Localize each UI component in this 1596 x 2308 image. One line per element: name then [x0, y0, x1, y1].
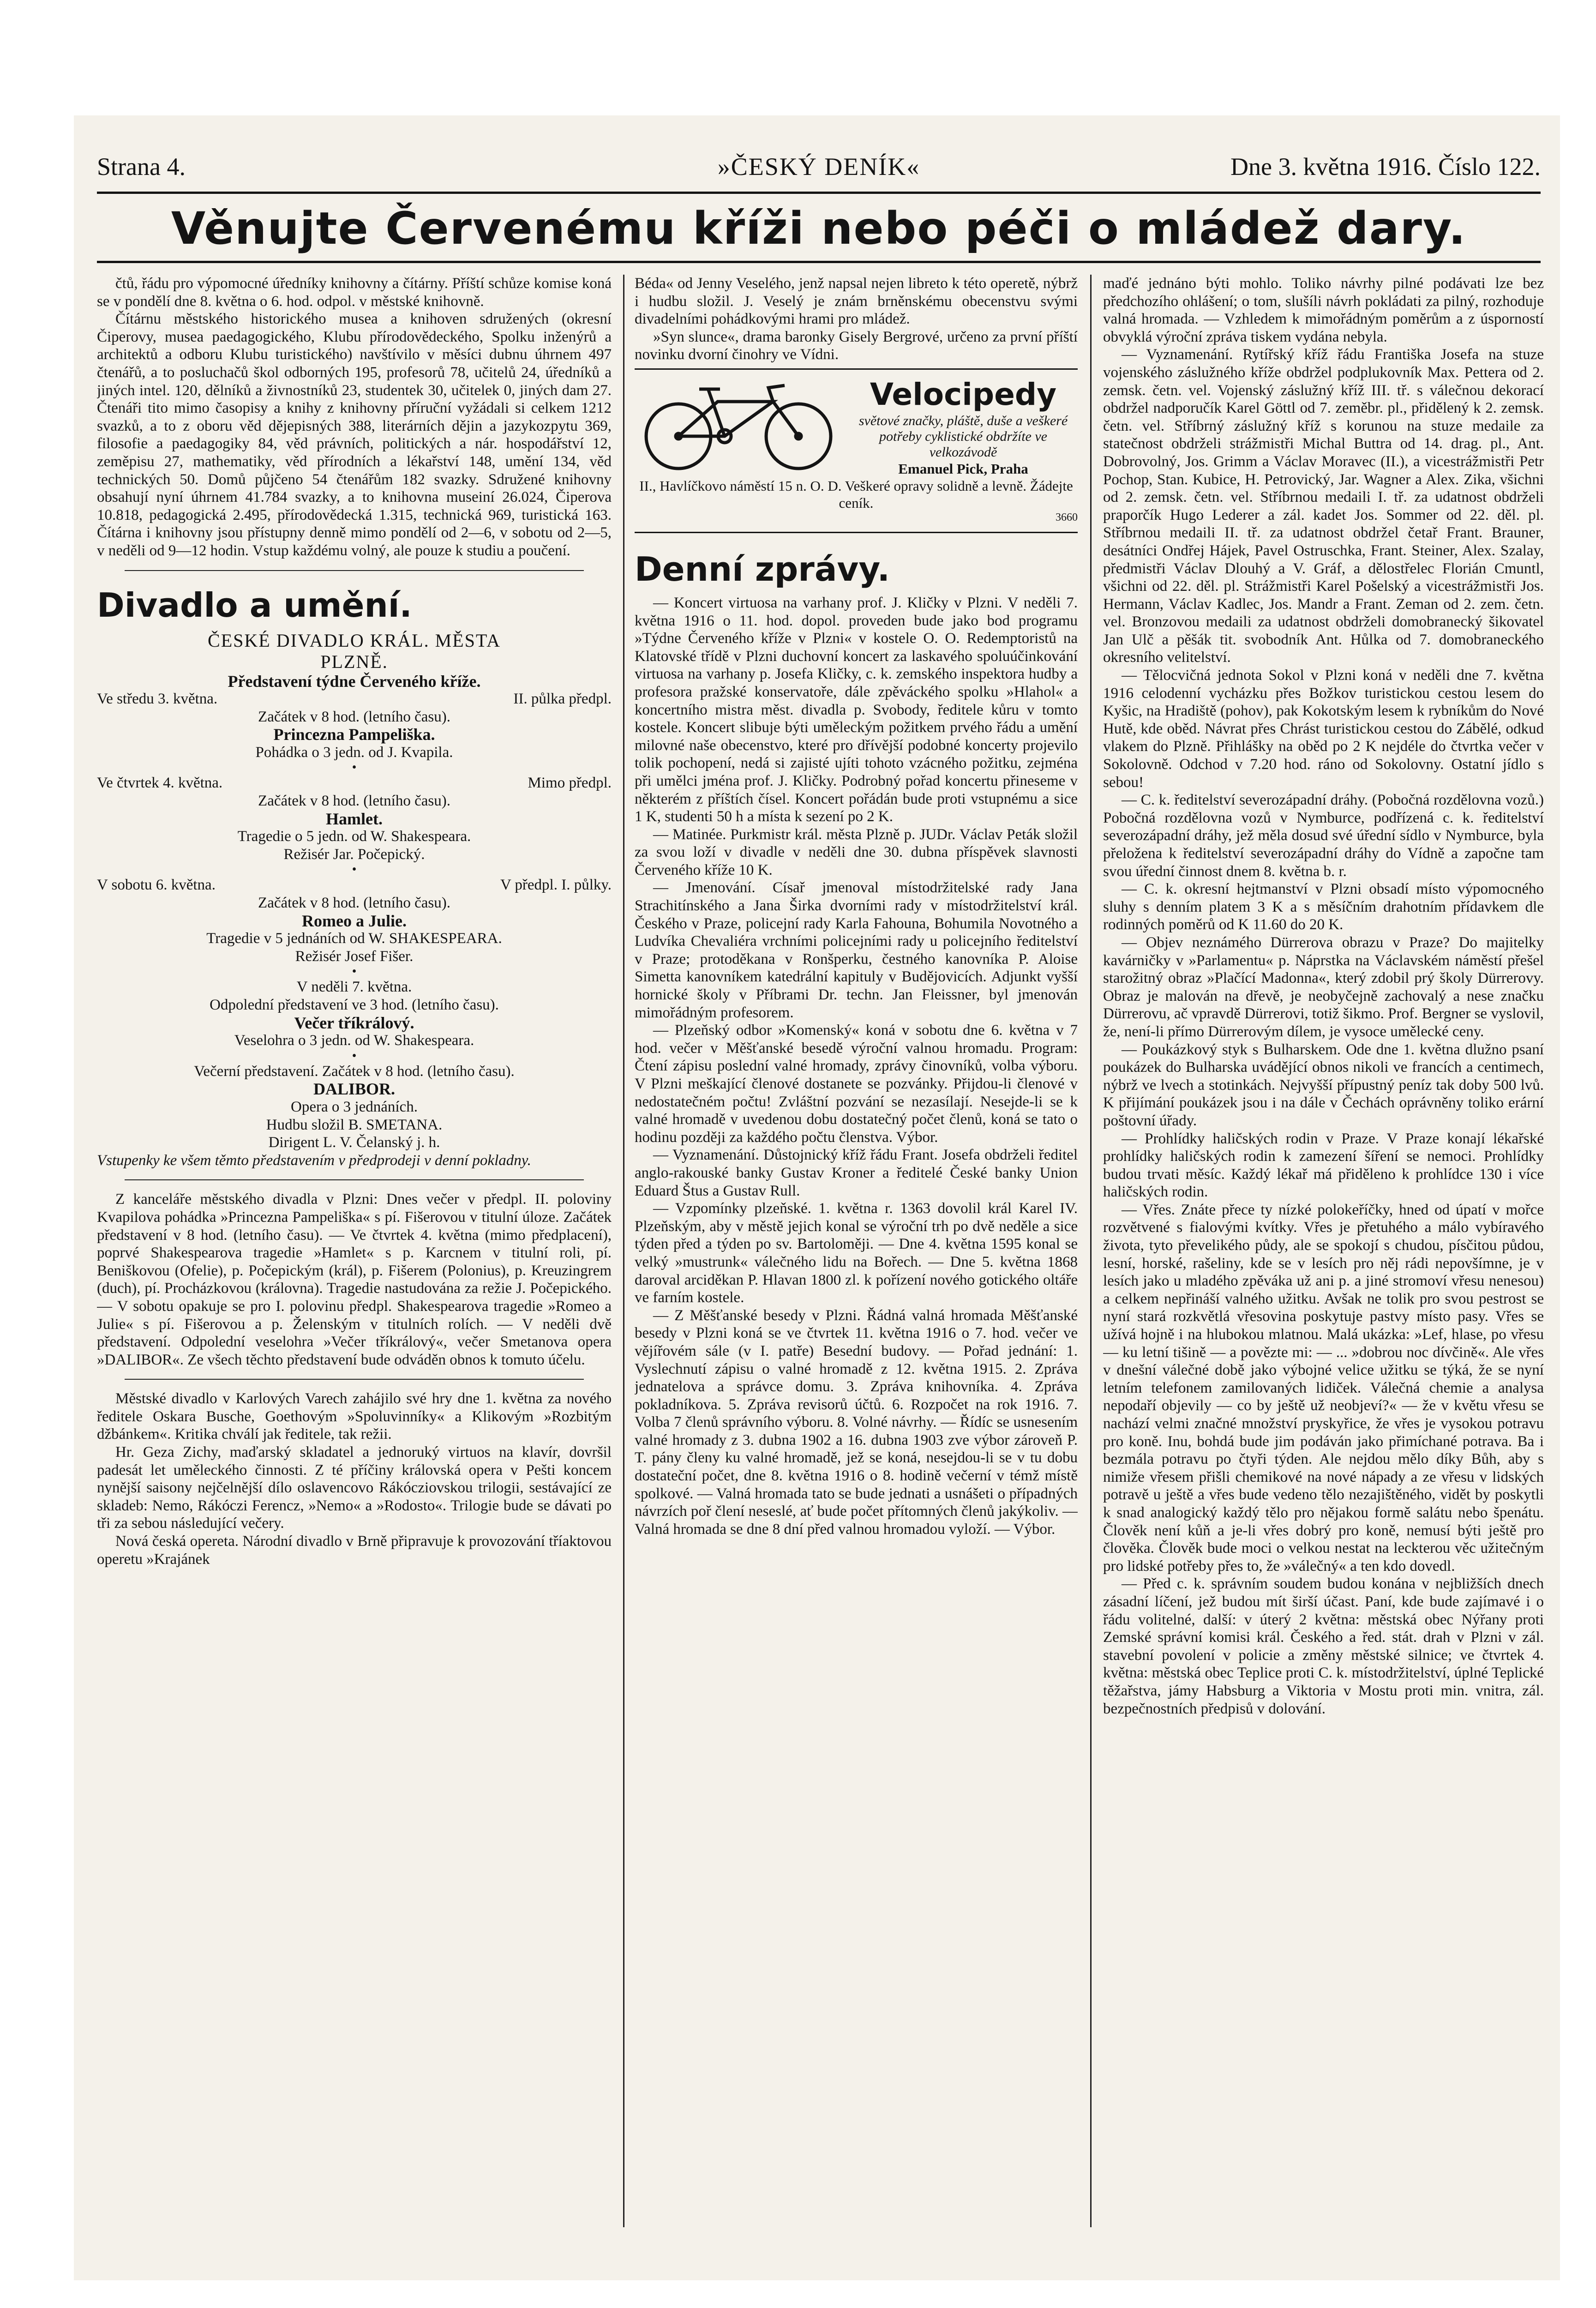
programme-time: Začátek v 8 hod. (letního času).	[258, 708, 450, 725]
column-2	[635, 275, 1078, 2227]
programme-subscription: V předpl. I. půlky.	[500, 877, 612, 894]
section-title-theatre: Divadlo a umění.	[97, 585, 412, 625]
programme-entry	[97, 690, 612, 774]
week-title: Představení týdne Červeného kříže.	[228, 672, 481, 691]
news-paragraph: — Matinée. Purkmistr král. města Plzně p. JUDr. Václav Peták složil za svou loží v divadle v neděli dne 30. dubna příspěvek slavnosti Červeného kříže 10 K.	[635, 826, 1078, 878]
section-rule	[125, 1179, 584, 1180]
page-header	[97, 152, 1541, 189]
news-paragraph: — C. k. ředitelství severozápadní dráhy. (Pobočná rozdělovna vozů.) Pobočná rozdělovna vozů v Nymburce, podřízená c. k. ředitelství severozápadní dráhy, jež měla dosud své úřední sídlo v Nymburce, byla přeložena k ředitelství severozápadní dráhy do Vídně a započne tam svou úřední činnost dnem 8. května b. r.	[1103, 792, 1544, 880]
ad-brand: Emanuel Pick, Praha	[898, 460, 1028, 477]
column-divider	[1090, 275, 1092, 2227]
news-paragraph: — Před c. k. správním soudem budou konána v nejbližších dnech zásadní líčení, jež budou mít širší účast. Paní, kde bude zajímavé i o řádu volitelné, další: v úterý 2 května: městská obec Nýřany proti Zemské správní komisi král. Českého a řed. stát. drah v Plzni v zál. stavební povolení v policie a změny městské silnice; ve čtvrtek 4. května: městská obec Teplice proti C. k. místodržitelství, úplné Teplické těžařstva, jámy Habsburg a Viktoria v Mostu proti min. vnitra, zál. bezpečnostních předpisů v dolování.	[1103, 1575, 1544, 1717]
news-paragraph: maďé jednáno býti mohlo. Toliko návrhy pilné podávati lze bez předchozího ohlášení; o tom, slušíli návrh pokládati za pilný, rozhoduje valná hromada. — Vzhledem k mimořádným poměrům a z úsporností obvyklá výroční zpráva tiskem vydána nebyla.	[1103, 275, 1544, 345]
ad-text: světové značky, pláště, duše a veškeré potřeby cyklistické obdržíte ve velkozávodě	[858, 413, 1068, 460]
library-paragraph: Čítárnu městského historického musea a knihoven sdružených (okresní Čiperovy, musea paedagogického, Klubu přírodovědeckého, Spolku inženýrů a architektů a odboru Klubu turistického) navštívilo v měsíci dubnu úhrnem 497 čtenářů, a to posluchačů škol odborných 195, profesorů 78, učitelů 24, úředníků a jiných intel. 120, dělníků a živnostníků 23, studentek 30, učitelek 0, jiných dam 27. Čtenáři tito mimo časopisy a knihy z knihovny příruční vyžádali si celkem 1212 svazků, a to z oboru věd dějepisných 388, literárních dějin a jazykozpytu 369, filosofie a paedagogiky 84, věd právních, politických a nár. hospodářství 12, zeměpisu 27, mathematiky, věd přírodních a lékařství 148, umění 134, věd technických 50. Domů půjčeno 54 čtenářům 182 svazky. Sdružené knihovny obsahují nyní úhrnem 41.784 svazky, a to knihovna museiní 26.024, Čiperova 10.818, pedagogická 2.495, přírodovědecká 1.315, technická 969, turistická 163. Čítárna i knihovny jsou přístupny denně mimo pondělí od 2—6, v sobotu od 2—5, v neděli od 9—12 hodin. Vstup každému volný, ale pouze k studiu a poučení.	[97, 311, 612, 559]
play-detail: Pohádka o 3 jedn. od J. Kvapila.	[255, 744, 453, 761]
play-director: Režisér Josef Fišer.	[295, 948, 414, 965]
programme-subscription: II. půlka předpl.	[513, 691, 612, 708]
programme-date: Ve středu 3. května.	[97, 691, 218, 708]
news-paragraph: — Tělocvičná jednota Sokol v Plzni koná v neděli dne 7. května 1916 celodenní vycházku přes Božkov turistickou cestou lesem do Kyšic, na Hradiště (pohov), pak Kokotským lesem k rybníkům do Nové Hutě, kde oběd. Návrat přes Chrást turistickou cestou do Zábělé, odkud vlakem do Plzně. Přihlášky na oběd po 2 K nejdéle do čtvrtka večer v Sokolovně. Odchod v 7.20 hod. ráno od Sokolovny. Ostatní jídlo s sebou!	[1103, 667, 1544, 791]
programme-time: Odpolední představení ve 3 hod. (letního času).	[210, 997, 499, 1013]
news-paragraph: — Objev neznámého Dürrerova obrazu v Praze? Do majitelky kavárničky v »Parlamentu« p. Náprstka na Václavském náměstí přešel starožitný obraz »Plačící Madonna«, který zdobil prý školy Dürrerovy. Obraz je malován na dřevě, je neobyčejně zachovalý a nese značku Dürrerovu, ač vpravdě Dürrerovi, totiž šikmo. Prof. Bergner se vyslovil, že, není-li přímo Dürrerovým dílem, je vysoce umělecké ceny.	[1103, 934, 1544, 1040]
programme-date: Ve čtvrtek 4. května.	[97, 775, 223, 792]
programme-date: V neděli 7. května.	[296, 979, 412, 996]
programme-time: Večerní představení. Začátek v 8 hod. (letního času).	[194, 1063, 515, 1080]
programme-entry	[97, 876, 612, 978]
news-paragraph: — Prohlídky haličských rodin v Praze. V Praze konají lékařské prohlídky haličských rodin k zamezení šíření se nemoci. Prohlídky budou trvati měsíc. Každý lékař má přiděleno k prohlídce 130 i více haličských rodin.	[1103, 1130, 1544, 1201]
separator-dot: •	[352, 1048, 357, 1063]
programme-time: Začátek v 8 hod. (letního času).	[258, 895, 450, 912]
news-paragraph: — Jmenování. Císař jmenoval místodržitelské rady Jana Strachitínského a Jana Širka dvorními rady v místodržitelství král. Českého v Praze, policejní rady Karla Fahouna, Bohumila Novotného a Ludvíka Chevaliéra vrchními policejními rady u policejního ředitelství v Praze; protoděkana v Ronšperku, čestného kanovníka P. Aloise Simetta kanovníkem katedrální kapituly v Budějovicích. Adjunkt vyšší hornické školy v Příbrami Dr. techn. Jan Fleissner, byl jmenován mimořádným profesorem.	[635, 879, 1078, 1021]
news-paragraph: — Vřes. Znáte přece ty nízké polokeříčky, hned od úpatí v mořce rozvětvené s fialovými kvítky. Vřes je přetuhého a málo vybíravého života, tyto převelikého půdy, ale se spokojí s chudou, písčitou půdou, lesní, horské, rašeliny, kde se v lesích pro něj rádi nepovšímne, je v lesích jako u mladého zpěváka už ani p. a jiné stromoví vřesu nenesou) a celkem nepřináší valného užitku. Avšak ne tolik pro svou pestrost se nyní stará rozkvětlá vřesovina poskytuje pastvy místo pasy. Vřes se užívá hojně i na hlubokou mlatnou. Malá ukázka: »Lef, hlase, po vřesu — ku letní tišině — a povězte mi: — ... »dobrou noc dívčině«. Ale vřes v dnešní válečné době jako výbojné velice užitku se týká, že se nyní letním telefonem zamilovaných lidiček. Válečná chemie a analysa nepodaří objevily — co by ještě už neobjeví?« — že v květu vřesu se nachází velmi značné množství pryskyřice, že vřes je vysokou potravu pro koně. Inu, bohdá bude jim podáván jako přimíchané potrava. Ba i bezmála potravu po čtyři týden. Ale nejdou mělo díky Bůh, aby s nimiže vřesem přišli chemikové na nové nápady a ze vřesu v lidských potravě u ještě a vřes bude vedeno tělo nezajištěného, vidět by poskytli k snad analogický každý tělo pro nějakou formě salátu nebo špenátu. Člověk není kůň a je-li vřes dobrý pro koně, nemusí býti ještě pro člověka. Člověk bude moci o velkou nestat na leckterou věc užitečným pro lidské potřeby přes to, že »válečný« a ten kdo dovedl.	[1103, 1201, 1544, 1575]
bicycle-illustration	[635, 376, 842, 473]
play-title: Princezna Pampeliška.	[273, 725, 435, 744]
programme-entry	[97, 774, 612, 876]
play-conductor: Dirigent L. V. Čelanský j. h.	[268, 1134, 440, 1151]
news-paragraph: — Vyznamenání. Rytířský kříž řádu Františka Josefa na stuze vojenského záslužného kříže obdržel podplukovník Max. Pettera od 2. zemsk. četn. vel. Vojenský záslužný kříž III. tř. s válečnou dekorací obdržel nadporučík Karel Göttl od 7. zeměbr. pl., přidělený k 2. zemsk. četn. vel. Stříbrný záslužný kříž s korunou na stuze medaile za statečnost obdrželi strážmistři Michal Buttra od 14. drag. pl., Ant. Dobrovolný, Jos. Grimm a Václav Moravec (II.), a vicestrážmistři Petr Pochop, Stan. Kubice, H. Petrovický, Jar. Wagner a Alex. Zika, všichni od 2. zemsk. četn. vel. Stříbrnou medaili I. tř. za udatnost obdrželi praporčík Hugo Lederer a zál. kadet Jos. Sommer od 22. děl. pl. Stříbrnou medaili II. tř. za udatnost obdržel četař Frant. Brauner, desátníci Ondřej Hájek, Pavel Ostruschka, Frant. Steiner, Alex. Szalay, předmistři Václav Dlouhý a V. Gráf, a dělostřelec Florián Cmuntl, všichni od 22. děl. pl. Strážmistři Karel Pošelský a vicestrážmistři Jos. Hermann, Václav Kadlec, Jos. Mandr a Frant. Zeman od 2. zem. četn. vel. Bronzovou medaili za udatnost obdrželi domobranecký šikovatel Jan Ulč a pěšák tit. svobodník Ant. Hůlka od 7. domobraneckého okresního velitelství.	[1103, 346, 1544, 666]
ad-code: 3660	[1056, 511, 1078, 523]
play-detail: Veselohra o 3 jedn. od W. Shakespeara.	[234, 1032, 474, 1049]
bicycle-advertisement	[635, 368, 1078, 533]
tickets-note: Vstupenky ke všem těmto představením v předprodeji v denní pokladny.	[97, 1152, 531, 1169]
header-rule	[97, 192, 1541, 194]
ad-address: II., Havlíčkovo náměstí 15 n. O. D. Veškeré opravy solidně a levně. Žádejte ceník.	[639, 477, 1073, 511]
library-paragraph: čtů, řádu pro výpomocné úředníky knihovny a čítárny. Příští schůze komise koná se v pondělí dne 8. května o 6. hod. odpol. v městské knihovně.	[97, 275, 612, 310]
news-paragraph: — Plzeňský odbor »Komenský« koná v sobotu dne 6. května v 7 hod. večer v Měšťanské besedě výroční valnou hromadu. Program: Čtení zápisu poslední valné hromady, zprávy činovníků, volba výboru. V Plzni meškající členové dostanete se pozvánky. Přijdou-li členové v nedostatečném počtu! Zvláštní pozvání se nezasílají. Nesejde-li se k valné hromadě v uvedenou dobu dostatečný počet členů, koná se tato o hodinu později za každého počtu členstva. Výbor.	[635, 1022, 1078, 1146]
column-1	[97, 275, 612, 2227]
programme-date: V sobotu 6. května.	[97, 877, 216, 894]
section-rule	[125, 1379, 584, 1380]
separator-dot: •	[352, 862, 357, 877]
play-detail: Opera o 3 jednáních.	[291, 1098, 418, 1115]
theatre-news-paragraph: »Syn slunce«, drama baronky Gisely Bergrové, určeno za první příští novinku dvorní činohry ve Vídni.	[635, 328, 1078, 363]
news-paragraph: — Vzpomínky plzeňské. 1. května r. 1363 dovolil král Karel IV. Plzeňským, aby v městě jejich konal se výroční trh po dvě neděle a sice týden před a týden po sv. Bartoloměji. — Dne 4. května 1595 konal se velký »mustrunk« válečného lidu na Bořech. — Dne 5. května 1868 daroval arciděkan P. Hlavan 1800 zl. k pořízení nového gotického oltáře ve farním kostele.	[635, 1200, 1078, 1306]
programme-time: Začátek v 8 hod. (letního času).	[258, 793, 450, 810]
programme-entry	[97, 978, 612, 1151]
play-title: Hamlet.	[326, 809, 383, 828]
section-rule	[125, 570, 584, 571]
theatre-news-paragraph: Nová česká opereta. Národní divadlo v Brně připravuje k provozování tříaktovou operetu »Krajánek	[97, 1533, 612, 1568]
theatre-news-paragraph: Hr. Geza Zichy, maďarský skladatel a jednoruký virtuos na klavír, dovršil padesát let uměleckého činnosti. Z té příčiny královská opera v Pešti koncem nynější saisony nejčelnější dílo oslavencovo Rákócziovskou trilogii, sestávající ze skladeb: Nemo, Rákóczi Ferencz, »Nemo« a »Rodosto«. Trilogie bude se dávati po tři za sebou následující večery.	[97, 1444, 612, 1532]
play-detail: Tragedie v 5 jednáních od W. SHAKESPEARA.	[206, 930, 502, 947]
theatre-heading: PLZNĚ.	[320, 651, 388, 672]
play-title: DALIBOR.	[313, 1080, 396, 1099]
news-paragraph: — Z Měšťanské besedy v Plzni. Řádná valná hromada Měšťanské besedy v Plzni koná se ve čtvrtek 11. května 1916 o 7. hod. večer ve vějířovém sále (v I. patře) Besední budovy. — Pořad jednání: 1. Vyslechnutí zápisu o valné hromadě z 12. května 1915. 2. Zpráva jednatelova a správce domu. 3. Zpráva knihovníka. 4. Zpráva pokladníkova. 5. Zpráva revisorů účtů. 6. Rozpočet na rok 1916. 7. Volba 7 členů správního výboru. 8. Volné návrhy. — Řídíc se usnesením valné hromady z 3. dubna 1902 a 16. dubna 1903 zve výbor zároveň P. T. pány členy ku valné hromadě, jež se koná, nesejdou-li se v tu dobu dostateční počet, dne 8. května 1916 o 8. hodině večerní v témž místě spolkové. — Valná hromada tato se bude jednati a usnášeti o případných návrzích poř člení neseslé, ať bude počet přítomných členů jakýkoliv. — Valná hromada se dne 8 dní před valnou hromadou vyloží. — Výbor.	[635, 1307, 1078, 1538]
play-title: Romeo a Julie.	[302, 911, 407, 930]
column-divider	[623, 275, 624, 2227]
issue-date: Dne 3. května 1916. Číslo 122.	[1230, 153, 1541, 180]
newspaper-name: »ČESKÝ DENÍK«	[717, 153, 920, 180]
theatre-news-paragraph: Béda« od Jenny Veselého, jenž napsal nejen libreto k této operetě, nýbrž i hudbu složil. J. Veselý je znám brněnskému obecenstvu svými divadelními pohádkovými hrami pro mládež.	[635, 275, 1078, 328]
theatre-office-paragraph: Z kanceláře městského divadla v Plzni: Dnes večer v předpl. II. poloviny Kvapilova pohádka »Princezna Pampeliška« s pí. Fišerovou v titulní úloze. Začátek představení v 8 hod. (letního času). — Ve čtvrtek 4. května (mimo předplacení), poprvé Shakespearova tragedie »Hamlet« s p. Karcnem v titulní roli, pí. Beniškovou (Ofelie), p. Počepickým (král), p. Fišerem (Polonius), p. Kreuzingrem (duch), pí. Procházkovou (královna). Tragedie nastudována za režie J. Počepického. — V sobotu opakuje se pro I. polovinu předpl. Shakespearova tragedie »Romeo a Julie« s pí. Fišerovou a p. Želenským v titulních rolích. — V neděli dvě představení. Odpolední veselohra »Večer tříkrálový«, večer Smetanova opera »DALIBOR«. Ze všech těchto představení bude odváděn obnos k tomuto účelu.	[97, 1191, 612, 1368]
column-3	[1103, 275, 1544, 2227]
ad-title: Velocipedy	[870, 376, 1057, 412]
news-paragraph: — Poukázkový styk s Bulharskem. Ode dne 1. května dlužno psaní poukázek do Bulharska uvádějící obnos nikoli ve francích a centimech, nýbrž ve lvech a stotinkách. Nejvyšší přípustný peníz tak doby 500 lvů. K přijímání poukázek jsou i na dále v Čechách oprávněny toliko erární poštovní úřady.	[1103, 1041, 1544, 1129]
banner-rule	[97, 261, 1541, 263]
separator-dot: •	[352, 964, 357, 979]
banner-headline: Věnujte Červenému kříži nebo péči o mládež dary.	[171, 203, 1467, 254]
news-paragraph: — C. k. okresní hejtmanství v Plzni obsadí místo výpomocného sluhy s denním platem 3 K a s měsíčním drahotním přídavkem dle rodinných poměrů od K 11.60 do 20 K.	[1103, 881, 1544, 933]
play-director: Režisér Jar. Počepický.	[283, 846, 425, 863]
section-title-daily-news: Denní zprávy.	[635, 549, 890, 589]
theatre-news-paragraph: Městské divadlo v Karlových Varech zahájilo své hry dne 1. května za nového ředitele Oskara Busche, Goethovým »Spoluvinníky« a Klikovým »Rozbitým džbánkem«. Kritika chválí jak ředitele, tak režii.	[97, 1390, 612, 1443]
programme-subscription: Mimo předpl.	[528, 775, 612, 792]
page-number: Strana 4.	[97, 153, 186, 180]
play-composer: Hudbu složil B. SMETANA.	[266, 1116, 443, 1133]
news-paragraph: — Vyznamenání. Důstojnický kříž řádu Frant. Josefa obdrželi ředitel anglo-rakouské banky Gustav Kroner a ředitelé České banky Union Eduard Štus a Gustav Rull.	[635, 1147, 1078, 1199]
play-title: Večer tříkrálový.	[294, 1013, 414, 1032]
news-paragraph: — Koncert virtuosa na varhany prof. J. Kličky v Plzni. V neděli 7. května 1916 o 11. hod. dopol. proveden bude jako bod programu »Týdne Červeného kříže v Plzni« v kostele O. O. Redemptoristů na Klatovské třídě v Plzni duchovní koncert za laskavého spoluúčinkování virtuosa na varhany p. Josefa Kličky, c. k. zemského inspektora hudby a profesora pražské konservatoře, dále zpěváckého spolku »Hlahol« a koncertního mistra měst. divadla p. Svobody, ředitele kůru v tomto kostele. Koncert slibuje býti uměleckým požitkem prvého řádu a umění milovné naše obecenstvo, které pro dřívější podobné koncerty projevilo tolik pochopení, nedá si zajisté ujíti tohoto vzácného požitku, zejména při umělci jména prof. J. Kličky. Podrobný pořad koncertu přineseme v některém z příštích čísel. Koncert pořádán bude proti vstupnému a sice 1 K, studenti 50 h a místa k sezení po 2 K.	[635, 594, 1078, 825]
separator-dot: •	[352, 760, 357, 775]
theatre-heading: ČESKÉ DIVADLO KRÁL. MĚSTA	[208, 630, 501, 651]
play-detail: Tragedie o 5 jedn. od W. Shakespeara.	[237, 828, 471, 845]
